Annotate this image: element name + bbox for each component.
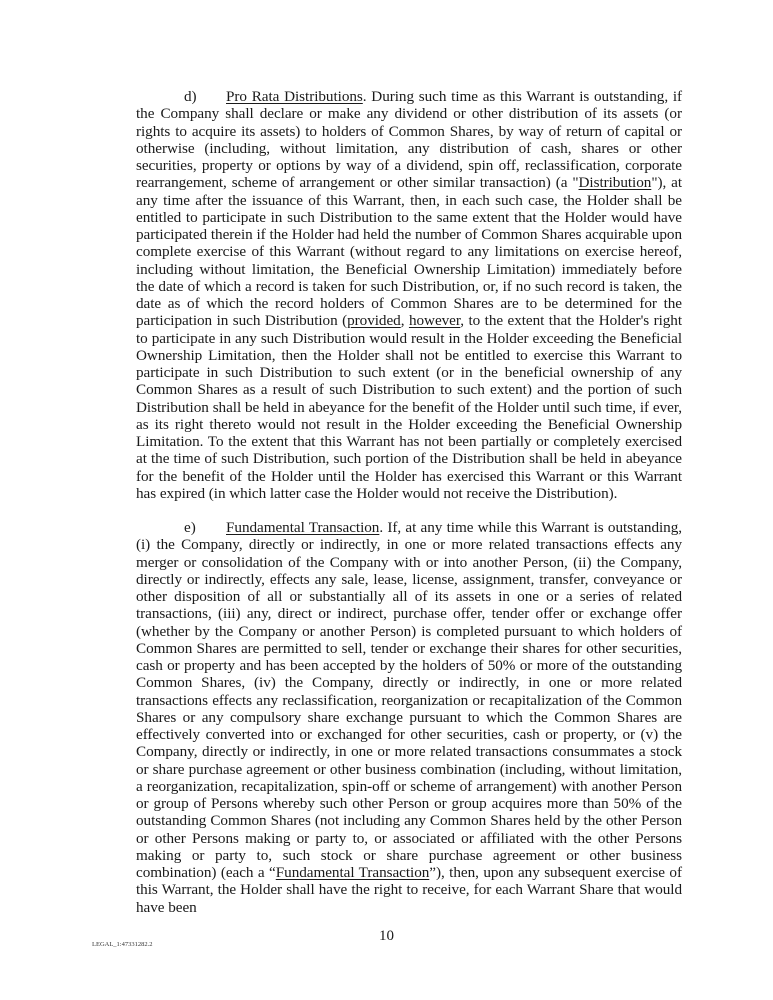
section-marker: d) <box>184 88 197 105</box>
section-text: "), at any time after the issuance of this Warrant, then, in each such case, the Holder shall be entitled to participate in such Distribution to the same extent that the Holder would have participated therein if the Holder had held the number of Common Shares acquirable upon complete exercise of this Warrant (without regard to any limitations on exercise hereof, including without limitation, the Beneficial Ownership Limitation) immediately before the date of which a record is taken for such Distribution, or, if no such record is taken, the date as of which the record holders of Common Shares are to be determined for the participation in such Distribution ( <box>136 174 682 330</box>
section-text: , <box>400 312 409 330</box>
emphasis-however: however <box>408 312 461 330</box>
document-body <box>136 88 682 916</box>
document-id: LEGAL_1:47331282.2 <box>92 941 153 948</box>
section-text: , to the extent that the Holder's right to participate in any such Distribution would result in the Holder exceeding the Beneficial Ownership Limitation, then the Holder shall not be entitled to exercise this Warrant to participate in such Distribution to such extent (or in the beneficial ownership of any Common Shares as a result of such Distribution to such extent) and the portion of such Distribution shall be held in abeyance for the benefit of the Holder until such time, if ever, as its right thereto would not result in the Holder exceeding the Beneficial Ownership Limitation. To the extent that this Warrant has not been partially or completely exercised at the time of such Distribution, such portion of the Distribution shall be held in abeyance for the benefit of the Holder until the Holder has exercised this Warrant or this Warrant has expired (in which latter case the Holder would not receive the Distribution). <box>136 312 683 502</box>
section-heading: Pro Rata Distributions <box>226 88 363 105</box>
defined-term: Fundamental Transaction <box>275 864 430 881</box>
page-number: 10 <box>379 928 394 944</box>
emphasis-provided: provided <box>347 312 401 330</box>
section-fundamental-transaction <box>136 519 682 916</box>
defined-term: Distribution <box>578 174 652 192</box>
section-marker: e) <box>184 519 196 536</box>
section-text: . If, at any time while this Warrant is outstanding, (i) the Company, directly or indirectly, in one or more related transactions effects any merger or consolidation of the Company with or into another Person, (ii) the Company, directly or indirectly, effects any sale, lease, license, assignment, transfer, conveyance or other disposition of all or substantially all of its assets in one or a series of related transactions, (iii) any, direct or indirect, purchase offer, tender offer or exchange offer (whether by the Company or another Person) is completed pursuant to which holders of Common Shares are permitted to sell, tender or exchange their shares for other securities, cash or property and has been accepted by the holders of 50% or more of the outstanding Common Shares, (iv) the Company, directly or indirectly, in one or more related transactions effects any reclassification, reorganization or recapitalization of the Common Shares or any compulsory share exchange pursuant to which the Common Shares are effectively converted into or exchanged for other securities, cash or property, or (v) the Company, directly or indirectly, in one or more related transactions consummates a stock or share purchase agreement or other business combination (including, without limitation, a reorganization, recapitalization, spin-off or scheme of arrangement) with another Person or group of Persons whereby such other Person or group acquires more than 50% of the outstanding Common Shares (not including any Common Shares held by the other Person or other Persons making or party to, or associated or affiliated with the other Persons making or party to, such stock or share purchase agreement or other business combination) (each a “ <box>136 519 682 881</box>
section-pro-rata-distributions <box>136 88 682 502</box>
section-heading: Fundamental Transaction <box>226 519 380 536</box>
section-text: . During such time as this Warrant is outstanding, if the Company shall declare or make any dividend or other distribution of its assets (or rights to acquire its assets) to holders of Common Shares, by way of return of capital or otherwise (including, without limitation, any distribution of cash, shares or other securities, property or options by way of a dividend, spin off, reclassification, corporate rearrangement, scheme of arrangement or other similar transaction) (a " <box>136 88 682 192</box>
section-text: ”), then, upon any subsequent exercise of this Warrant, the Holder shall have the right to receive, for each Warrant Share that would have been <box>136 864 682 916</box>
